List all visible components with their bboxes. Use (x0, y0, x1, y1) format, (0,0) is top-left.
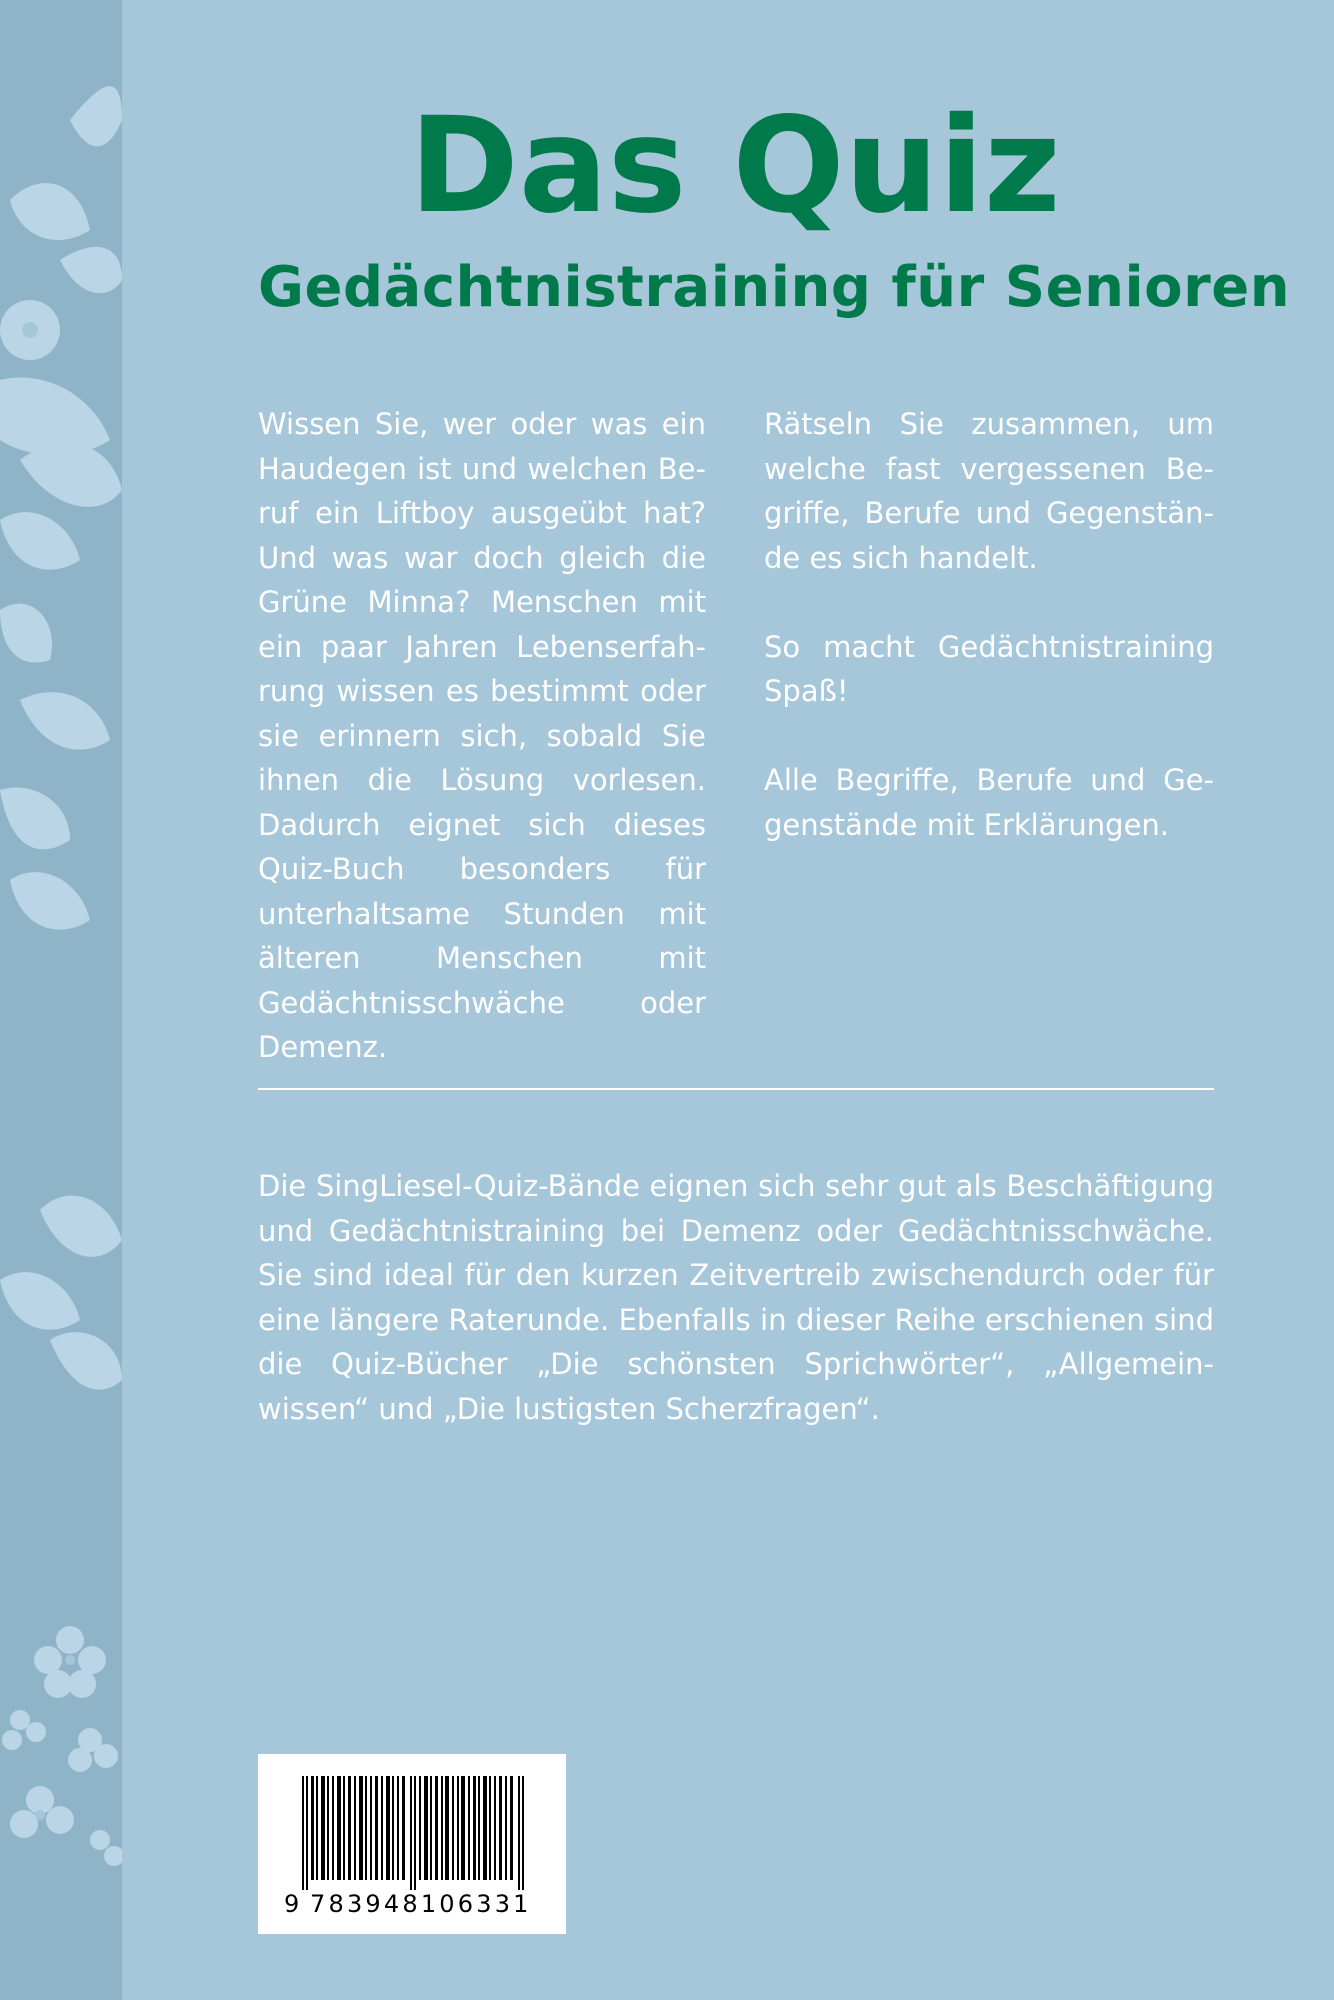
floral-pattern-icon (0, 0, 122, 2000)
description-left-text: Wissen Sie, wer oder was ein Haudegen ist und welchen Beruf ein Liftboy ausgeübt hat? Und was war doch gleich die Grüne Minna? Menschen mit ein paar Jahren Lebenserfahrung wissen es bestimmt oder sie erinnern sich, sobald Sie ihnen die Lösung vorlesen. Dadurch eignet sich dieses Quiz-Buch besonders für unterhaltsame Stunden mit älteren Menschen mit Gedächtnisschwäche oder Demenz. (258, 407, 706, 1064)
description-right-paragraph-2: So macht Gedächtnistraining Spaß! (764, 629, 1214, 708)
book-title: Das Quiz (409, 89, 1061, 243)
description-right-column (764, 402, 1214, 847)
floral-side-strip (0, 0, 122, 2000)
isbn-first-digit: 9 (284, 1890, 300, 1918)
description-right-paragraph-3: Alle Begriffe, Berufe und Gegenstände mit Erklärungen. (764, 763, 1214, 842)
description-left-column (258, 402, 706, 1070)
barcode-icon (302, 1776, 528, 1890)
series-description: Die SingLiesel-Quiz-Bände eignen sich sehr gut als Beschäftigung und Gedächtnistraining bei Demenz oder Gedächtnisschwäche. Sie sind ideal für den kurzen Zeitvertreib zwischendurch oder für eine längere Raterunde. Ebenfalls in dieser Reihe erschienen sind die Quiz-Bücher „Die schönsten Sprichwörter“, „Allgemeinwissen“ und „Die lustigsten Scherzfragen“. (258, 1169, 1214, 1426)
isbn-digits: 783948106331 (310, 1890, 532, 1918)
book-subtitle: Gedächtnistraining für Senioren (258, 255, 1291, 320)
description-right-paragraph-1: Rätseln Sie zusammen, um welche fast vergessenen Begriffe, Berufe und Gegenstände es sich handelt. (764, 407, 1214, 575)
divider-line (258, 1088, 1214, 1090)
isbn-barcode (258, 1754, 566, 1934)
barcode-bars (302, 1776, 528, 1890)
